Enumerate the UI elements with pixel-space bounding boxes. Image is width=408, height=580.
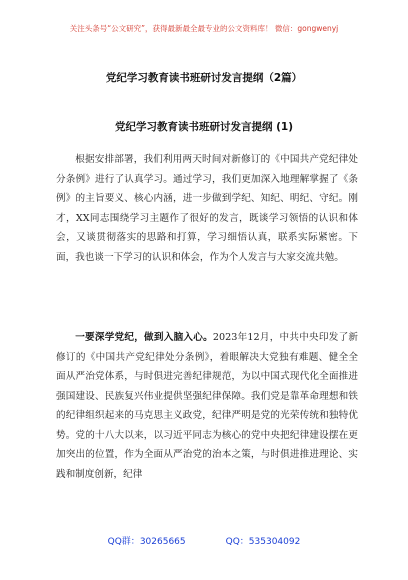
qq-group-label: QQ群：: [107, 537, 140, 547]
body-paragraph-2: [56, 328, 358, 484]
paragraph-text: 根据安排部署，我们利用两天时间对新修订的《中国共产党纪律处分条例》进行了认真学习。通过学习，我们更加深入地理解掌握了《条例》的主旨要义、核心内涵，进一步做到学纪、知纪、明纪、守纪。刚才，XX同志围绕学习主题作了很好的发言，既谈学习领悟的认识和体会，又谈贯彻落实的思路和打算，学习细悟认真，联系实际紧密。下面，我也谈一下学习的认识和体会，作为个人发言与大家交流共勉。: [56, 154, 358, 263]
qq-label: QQ：: [225, 537, 249, 547]
section-title: 党纪学习教育读书班研讨发言提纲 (1): [114, 121, 294, 133]
paragraph-text: 2023年12月，中共中央印发了新修订的《中国共产党纪律处分条例》，着眼解决大党独有难题、健全全面从严治党体系，与时俱进完善纪律规范，为以中国式现代化全面推进强国建设、民族复兴伟业提供坚强纪律保障。我们党是靠革命理想和铁的纪律组织起来的马克思主义政党，纪律严明是党的光荣传统和独特优势。党的十八大以来，以习近平同志为核心的党中央把纪律建设摆在更加突出的位置，作为全面从严治党的治本之策，与时俱进推进理论、实践和制度创新，纪律: [56, 332, 359, 480]
promo-banner: 关注头条号“公文研究”，获得最新最全最专业的公文资料库！ 微信：gongwenyj: [69, 24, 339, 33]
document-title: 党纪学习教育读书班研讨发言提纲（2篇）: [105, 72, 303, 84]
page-footer: [0, 534, 408, 547]
qq-number: 535304092: [248, 537, 301, 547]
body-paragraph-1: [56, 150, 358, 267]
paragraph-lead: 一要深学党纪，做到入脑入心。: [75, 332, 213, 343]
qq-group-number: 30265665: [139, 537, 186, 547]
